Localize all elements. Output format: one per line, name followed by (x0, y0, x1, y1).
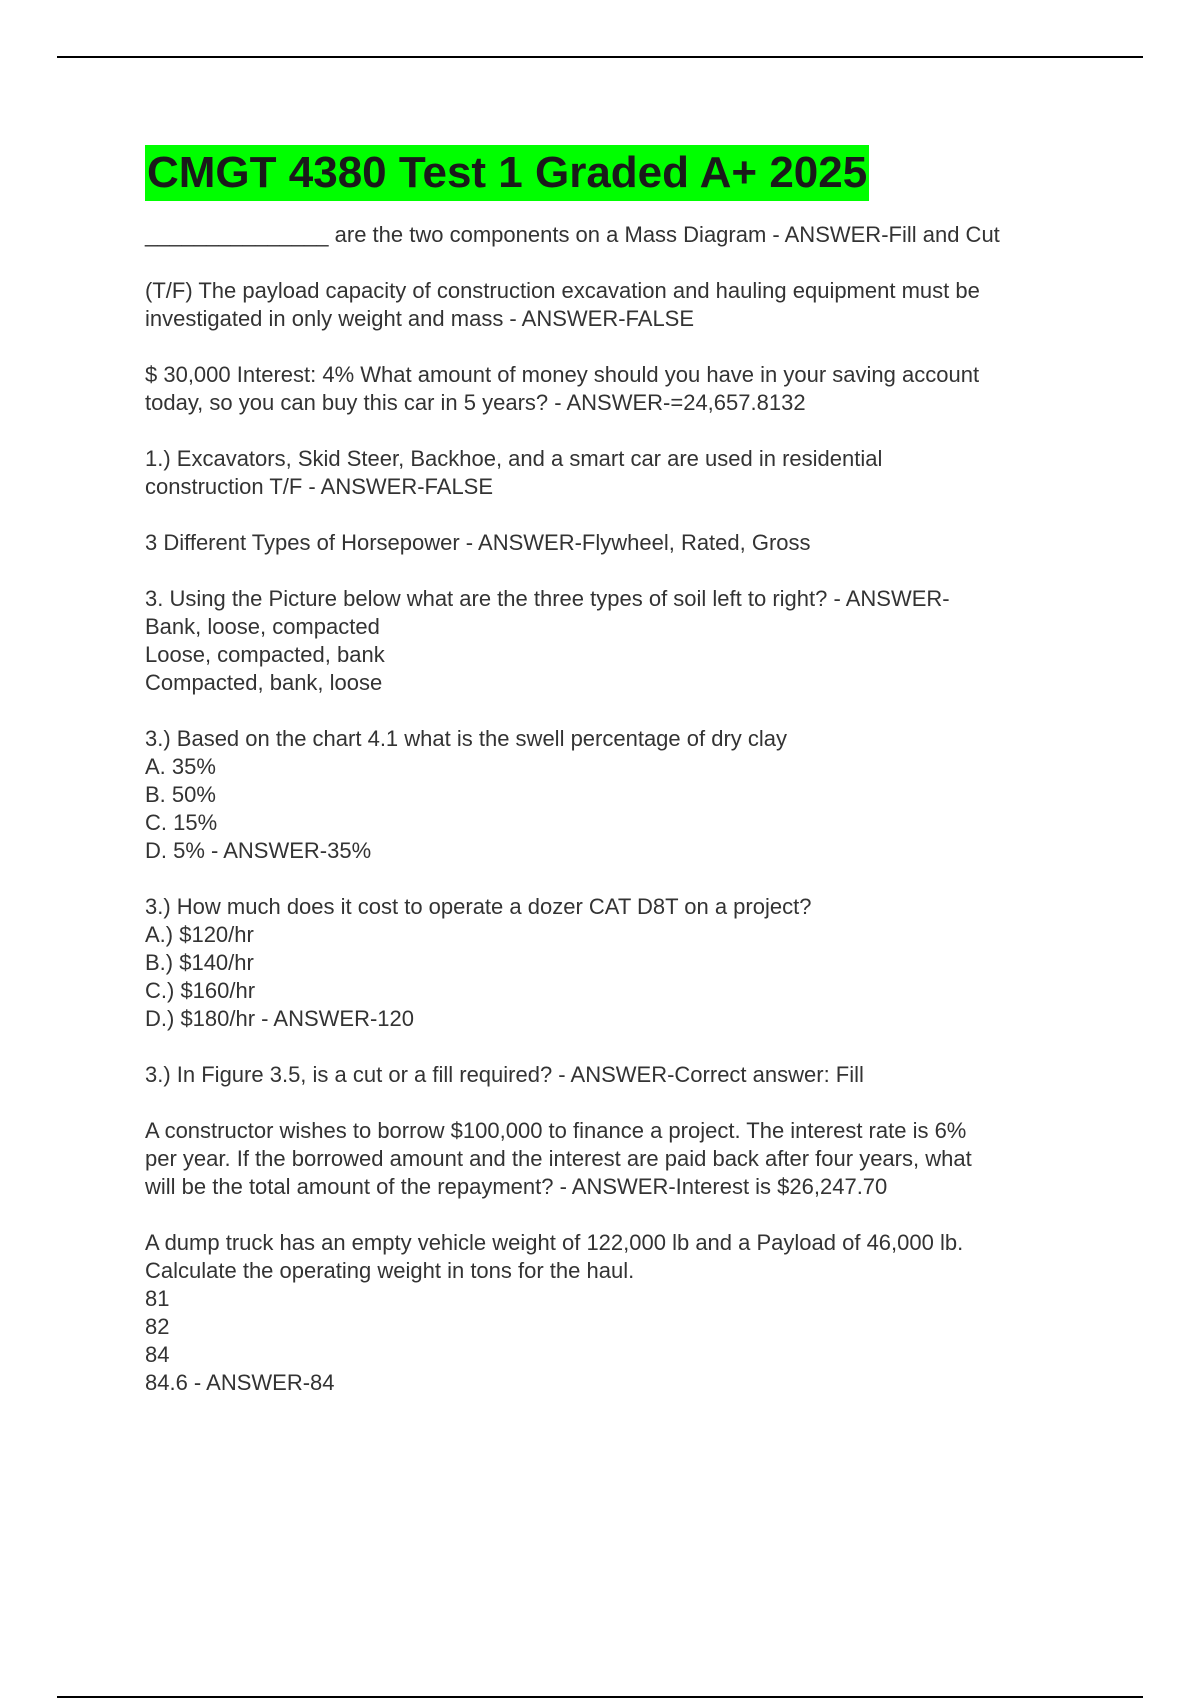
qa-line: 3. Using the Picture below what are the three types of soil left to right? - ANSWER- (145, 586, 950, 611)
qa-line: 1.) Excavators, Skid Steer, Backhoe, and a smart car are used in residential (145, 446, 883, 471)
qa-line: A.) $120/hr (145, 922, 254, 947)
qa-line: 3.) How much does it cost to operate a dozer CAT D8T on a project? (145, 894, 812, 919)
qa-line: Compacted, bank, loose (145, 670, 383, 695)
qa-line: 82 (145, 1314, 170, 1339)
qa-item (145, 445, 1075, 501)
qa-line: 3 Different Types of Horsepower - ANSWER-Flywheel, Rated, Gross (145, 530, 811, 555)
qa-line: $ 30,000 Interest: 4% What amount of money should you have in your saving account (145, 362, 980, 387)
qa-item (145, 361, 1075, 417)
qa-line: C. 15% (145, 810, 218, 835)
qa-item (145, 585, 1075, 697)
qa-line: Bank, loose, compacted (145, 614, 380, 639)
qa-line: 3.) Based on the chart 4.1 what is the swell percentage of dry clay (145, 726, 788, 751)
document-title: CMGT 4380 Test 1 Graded A+ 2025 (145, 145, 869, 201)
qa-line: B. 50% (145, 782, 216, 807)
qa-line: construction T/F - ANSWER-FALSE (145, 474, 494, 499)
qa-item (145, 1061, 1075, 1089)
qa-line: B.) $140/hr (145, 950, 254, 975)
qa-item (145, 277, 1075, 333)
qa-line: _______________ are the two components on a Mass Diagram - ANSWER-Fill and Cut (145, 222, 1000, 247)
qa-item (145, 893, 1075, 1033)
qa-line: D.) $180/hr - ANSWER-120 (145, 1006, 414, 1031)
qa-list (145, 221, 1075, 1397)
qa-line: Calculate the operating weight in tons for the haul. (145, 1258, 635, 1283)
document-body (145, 145, 1075, 1425)
qa-line: A dump truck has an empty vehicle weight of 122,000 lb and a Payload of 46,000 lb. (145, 1230, 964, 1255)
bottom-rule (57, 1696, 1143, 1698)
top-rule (57, 56, 1143, 58)
qa-line: will be the total amount of the repayment? - ANSWER-Interest is $26,247.70 (145, 1174, 888, 1199)
qa-line: today, so you can buy this car in 5 years? - ANSWER-=24,657.8132 (145, 390, 806, 415)
qa-line: investigated in only weight and mass - ANSWER-FALSE (145, 306, 695, 331)
qa-line: D. 5% - ANSWER-35% (145, 838, 372, 863)
qa-line: Loose, compacted, bank (145, 642, 385, 667)
qa-line: A constructor wishes to borrow $100,000 to finance a project. The interest rate is 6% (145, 1118, 967, 1143)
qa-line: A. 35% (145, 754, 216, 779)
qa-line: 3.) In Figure 3.5, is a cut or a fill required? - ANSWER-Correct answer: Fill (145, 1062, 864, 1087)
qa-line: 84 (145, 1342, 170, 1367)
qa-line: (T/F) The payload capacity of construction excavation and hauling equipment must be (145, 278, 980, 303)
qa-item (145, 1229, 1075, 1397)
qa-line: 81 (145, 1286, 170, 1311)
qa-item (145, 529, 1075, 557)
qa-item (145, 221, 1075, 249)
qa-item (145, 1117, 1075, 1201)
qa-item (145, 725, 1075, 865)
qa-line: C.) $160/hr (145, 978, 256, 1003)
qa-line: 84.6 - ANSWER-84 (145, 1370, 335, 1395)
qa-line: per year. If the borrowed amount and the interest are paid back after four years, what (145, 1146, 972, 1171)
